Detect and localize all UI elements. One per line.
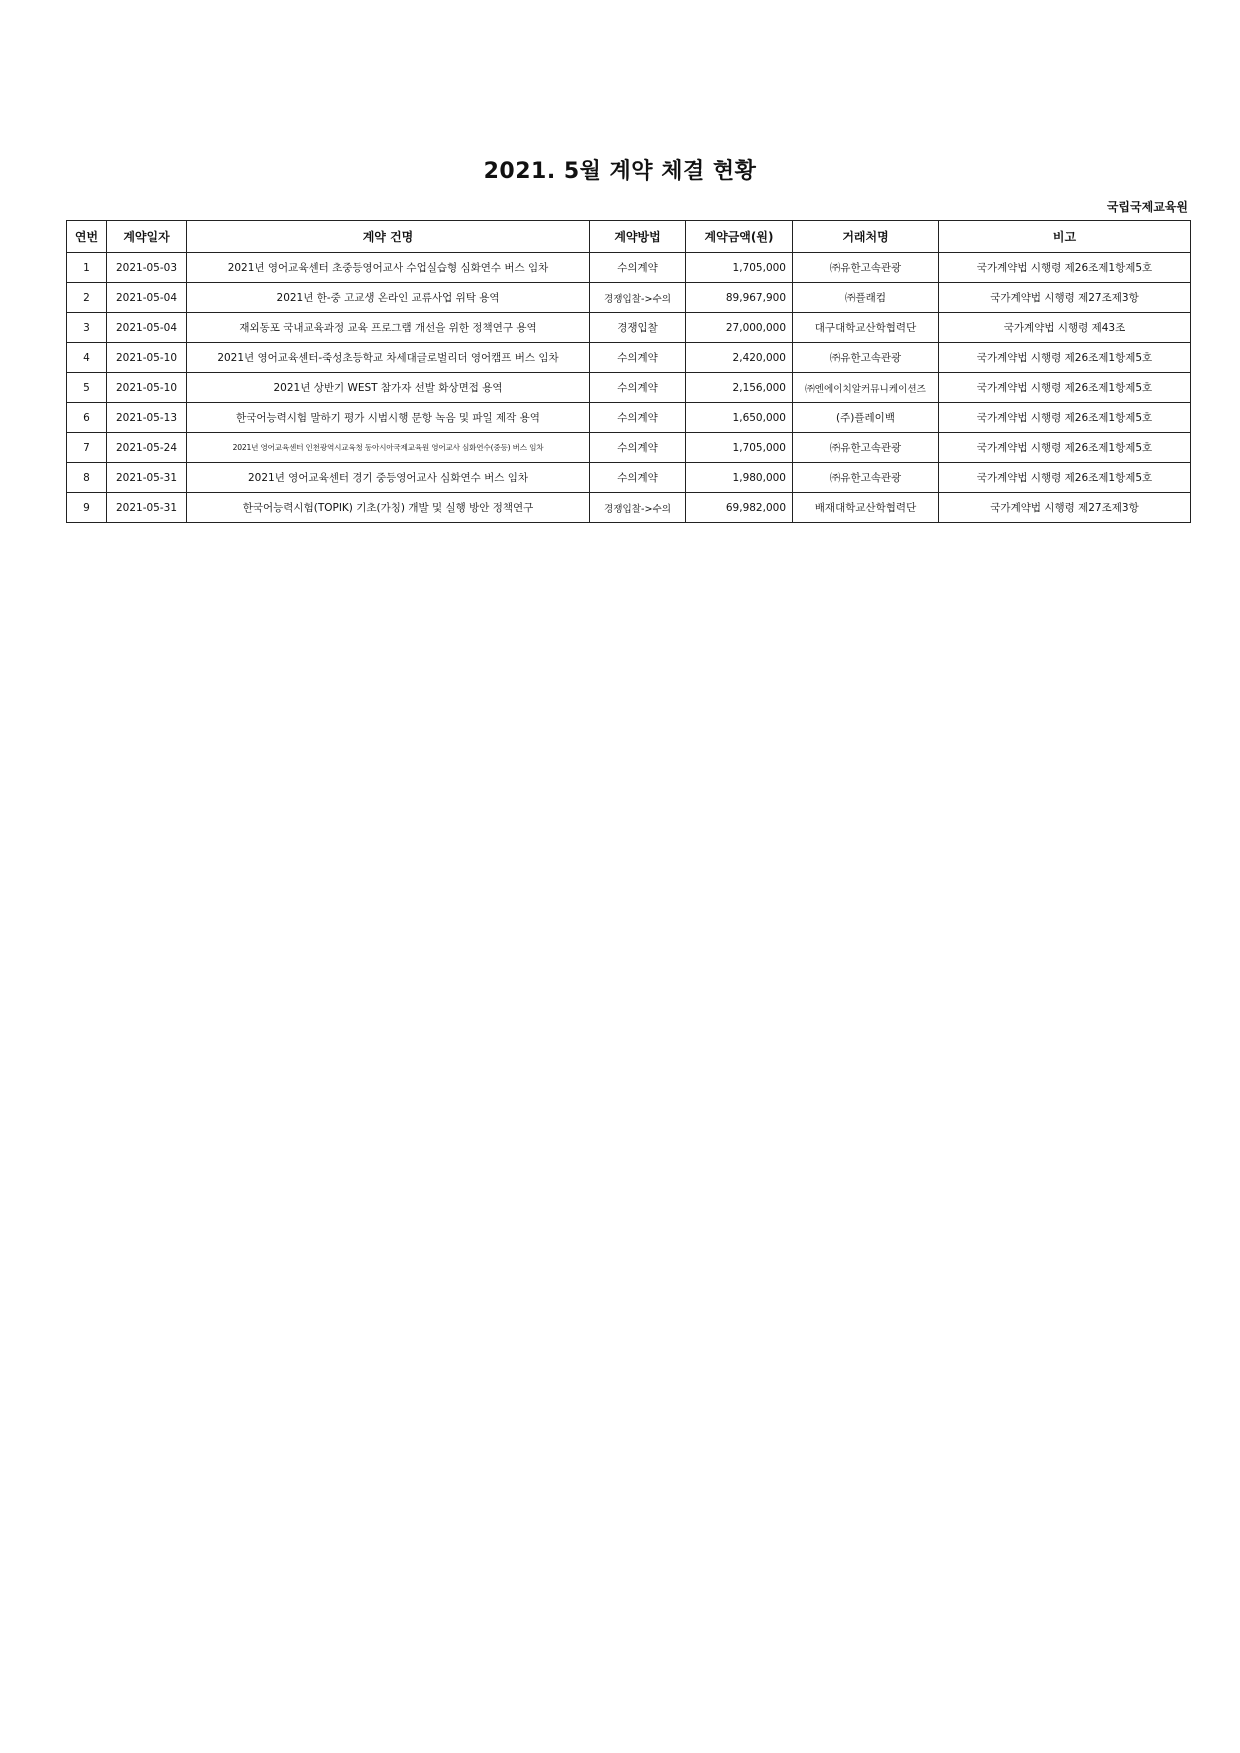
cell-method: 수의계약: [590, 403, 686, 433]
table-row: [67, 343, 1191, 373]
cell-remarks: 국가계약법 시행령 제26조제1항제5호: [939, 433, 1191, 463]
cell-date: 2021-05-10: [107, 343, 187, 373]
cell-contract-name: 2021년 한-중 고교생 온라인 교류사업 위탁 용역: [187, 283, 590, 313]
cell-no: 8: [67, 463, 107, 493]
cell-method: 경쟁입찰->수의: [590, 493, 686, 523]
contracts-table: [66, 220, 1191, 523]
cell-remarks: 국가계약법 시행령 제26조제1항제5호: [939, 463, 1191, 493]
cell-no: 4: [67, 343, 107, 373]
organization-name: 국립국제교육원: [1106, 200, 1188, 214]
cell-date: 2021-05-04: [107, 313, 187, 343]
table-row: [67, 373, 1191, 403]
cell-remarks: 국가계약법 시행령 제43조: [939, 313, 1191, 343]
cell-contract-name: 2021년 영어교육센터 경기 중등영어교사 심화연수 버스 임차: [187, 463, 590, 493]
header-remarks: 비고: [939, 221, 1191, 253]
cell-date: 2021-05-31: [107, 463, 187, 493]
cell-remarks: 국가계약법 시행령 제26조제1항제5호: [939, 253, 1191, 283]
cell-amount: 1,980,000: [686, 463, 793, 493]
cell-remarks: 국가계약법 시행령 제27조제3항: [939, 283, 1191, 313]
header-method: 계약방법: [590, 221, 686, 253]
cell-method: 수의계약: [590, 373, 686, 403]
cell-remarks: 국가계약법 시행령 제26조제1항제5호: [939, 343, 1191, 373]
cell-method: 수의계약: [590, 463, 686, 493]
table-row: [67, 403, 1191, 433]
cell-no: 3: [67, 313, 107, 343]
cell-method: 경쟁입찰->수의: [590, 283, 686, 313]
cell-date: 2021-05-10: [107, 373, 187, 403]
cell-remarks: 국가계약법 시행령 제26조제1항제5호: [939, 403, 1191, 433]
cell-contract-name: 2021년 영어교육센터 초중등영어교사 수업실습형 심화연수 버스 임차: [187, 253, 590, 283]
cell-contract-name: 2021년 영어교육센터 인천광역시교육청 동아시아국제교육원 영어교사 심화연수(중등) 버스 임차: [187, 433, 590, 463]
table-row: [67, 283, 1191, 313]
cell-date: 2021-05-24: [107, 433, 187, 463]
cell-vendor: ㈜유한고속관광: [793, 433, 939, 463]
header-no: 연번: [67, 221, 107, 253]
cell-no: 2: [67, 283, 107, 313]
cell-remarks: 국가계약법 시행령 제26조제1항제5호: [939, 373, 1191, 403]
header-vendor: 거래처명: [793, 221, 939, 253]
cell-vendor: ㈜유한고속관광: [793, 253, 939, 283]
cell-date: 2021-05-31: [107, 493, 187, 523]
cell-vendor: (주)플레이백: [793, 403, 939, 433]
cell-no: 9: [67, 493, 107, 523]
cell-contract-name: 2021년 상반기 WEST 참가자 선발 화상면접 용역: [187, 373, 590, 403]
cell-vendor: 대구대학교산학협력단: [793, 313, 939, 343]
cell-no: 5: [67, 373, 107, 403]
cell-amount: 27,000,000: [686, 313, 793, 343]
table-header-row: [67, 221, 1191, 253]
cell-amount: 69,982,000: [686, 493, 793, 523]
cell-method: 수의계약: [590, 253, 686, 283]
cell-amount: 1,650,000: [686, 403, 793, 433]
cell-contract-name: 2021년 영어교육센터-죽성초등학교 차세대글로벌리더 영어캠프 버스 임차: [187, 343, 590, 373]
cell-vendor: ㈜플래컴: [793, 283, 939, 313]
cell-remarks: 국가계약법 시행령 제27조제3항: [939, 493, 1191, 523]
table-row: [67, 463, 1191, 493]
table-row: [67, 493, 1191, 523]
cell-date: 2021-05-13: [107, 403, 187, 433]
cell-no: 7: [67, 433, 107, 463]
header-date: 계약일자: [107, 221, 187, 253]
cell-amount: 1,705,000: [686, 253, 793, 283]
cell-date: 2021-05-03: [107, 253, 187, 283]
cell-method: 수의계약: [590, 343, 686, 373]
header-contract-name: 계약 건명: [187, 221, 590, 253]
cell-contract-name: 한국어능력시험 말하기 평가 시범시행 문항 녹음 및 파일 제작 용역: [187, 403, 590, 433]
cell-vendor: ㈜유한고속관광: [793, 463, 939, 493]
cell-vendor: ㈜엔에이치알커뮤니케이션즈: [793, 373, 939, 403]
document-title: 2021. 5월 계약 체결 현황: [483, 159, 757, 184]
header-amount: 계약금액(원): [686, 221, 793, 253]
cell-method: 수의계약: [590, 433, 686, 463]
cell-amount: 2,420,000: [686, 343, 793, 373]
cell-no: 1: [67, 253, 107, 283]
cell-contract-name: 재외동포 국내교육과정 교육 프로그램 개선을 위한 정책연구 용역: [187, 313, 590, 343]
table-row: [67, 433, 1191, 463]
cell-no: 6: [67, 403, 107, 433]
cell-amount: 1,705,000: [686, 433, 793, 463]
cell-contract-name: 한국어능력시험(TOPIK) 기초(가칭) 개발 및 실행 방안 정책연구: [187, 493, 590, 523]
cell-method: 경쟁입찰: [590, 313, 686, 343]
cell-vendor: 배재대학교산학협력단: [793, 493, 939, 523]
cell-amount: 2,156,000: [686, 373, 793, 403]
cell-vendor: ㈜유한고속관광: [793, 343, 939, 373]
cell-amount: 89,967,900: [686, 283, 793, 313]
table-row: [67, 253, 1191, 283]
table-row: [67, 313, 1191, 343]
cell-date: 2021-05-04: [107, 283, 187, 313]
